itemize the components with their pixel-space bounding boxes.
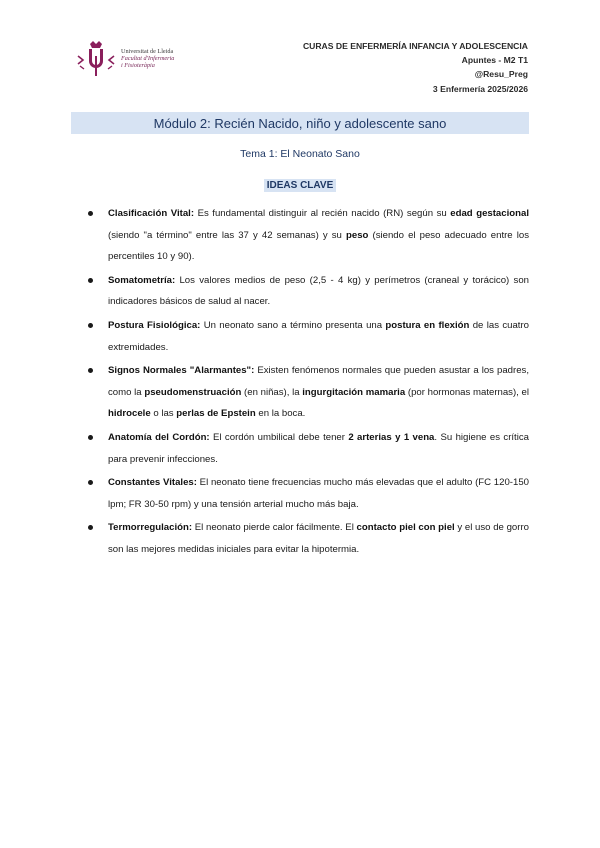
bullet-text: . Su higiene es crítica para prevenir infecciones. — [108, 431, 529, 465]
bullet-text: (por hormonas maternas), el — [405, 386, 530, 398]
bullet-text: (siendo el peso adecuado entre los percentiles 10 y 90). — [108, 229, 529, 263]
bullet-bold-text: Termorregulación: — [108, 522, 193, 534]
logo-line-2: Facultat d'Infermeria — [121, 55, 175, 62]
bullet-text: Un neonato sano a término presenta una — [200, 319, 386, 331]
bullet-bold-text: hidrocele — [108, 408, 151, 420]
bullet-bold-text: Constantes Vitales: — [108, 477, 197, 489]
bullet-item — [86, 315, 529, 358]
bullet-bold-text: postura en flexión — [385, 319, 470, 331]
course-title: CURAS DE ENFERMERÍA INFANCIA Y ADOLESCENCIA — [302, 41, 528, 51]
bullet-dot-icon — [88, 435, 93, 440]
bullet-text: Es fundamental distinguir al recién nacido (RN) según su — [194, 208, 451, 219]
bullet-dot-icon — [88, 525, 93, 530]
bullet-bold-text: Anatomía del Cordón: — [108, 431, 210, 443]
bullet-text: (en niñas), la — [241, 386, 303, 398]
bullet-text: o las — [150, 408, 177, 420]
bullet-bold-text: 2 arterias y 1 vena — [348, 431, 435, 443]
bullet-bold-text: contacto piel con piel — [356, 522, 455, 534]
bullet-bold-text: Postura Fisiológica: — [108, 319, 201, 331]
bullet-text: (siendo "a término" entre las 37 y 42 semanas) y su — [108, 229, 346, 241]
author-handle: @Resu_Preg — [474, 69, 528, 80]
bullet-bold-text: Clasificación Vital: — [108, 208, 195, 219]
bullet-text: de las cuatro extremidades. — [108, 319, 529, 353]
bullet-dot-icon — [88, 323, 93, 328]
bullet-bold-text: perlas de Epstein — [176, 408, 256, 420]
bullet-bold-text: Signos Normales "Alarmantes": — [108, 365, 255, 377]
key-ideas-list — [86, 203, 529, 563]
bullet-dot-icon — [88, 368, 93, 373]
logo-line-1: Universitat de Lleida — [121, 48, 174, 55]
bullet-dot-icon — [88, 480, 93, 485]
document-header-info — [303, 39, 528, 96]
bullet-text: y el uso de gorro son las mejores medidas iniciales para evitar la hipotermia. — [108, 522, 529, 555]
bullet-item — [86, 427, 529, 470]
logo-text — [121, 48, 174, 69]
bullet-item — [86, 270, 529, 313]
topic-title: Tema 1: El Neonato Sano — [240, 148, 360, 160]
bullet-text: Existen fenómenos normales que pueden asustar a los padres, como la — [108, 365, 529, 398]
bullet-dot-icon — [88, 211, 93, 216]
academic-year: 3 Enfermería 2025/2026 — [432, 83, 528, 94]
bullet-text: Los valores medios de peso (2,5 - 4 kg) y perímetros (craneal y torácico) son indicadores básicos de salud al nacer. — [108, 274, 529, 308]
logo-line-3: i Fisioteràpia — [121, 62, 155, 69]
bullet-bold-text: peso — [346, 229, 369, 241]
notes-code: Apuntes - M2 T1 — [461, 55, 528, 66]
bullet-bold-text: pseudomenstruación — [144, 386, 242, 398]
bullet-text: El cordón umbilical debe tener — [209, 431, 349, 443]
bullet-text: El neonato tiene frecuencias mucho más elevadas que el adulto (FC 120-150 lpm; FR 30-50 rpm) y una tensión arterial mucho más baja. — [108, 477, 530, 510]
bullet-bold-text: edad gestacional — [450, 208, 529, 219]
bullet-bold-text: Somatometría: — [108, 274, 176, 286]
bullet-text: El neonato pierde calor fácilmente. El — [192, 522, 357, 534]
university-crest-icon — [74, 40, 118, 80]
bullet-item — [86, 203, 529, 268]
section-heading-label: IDEAS CLAVE — [264, 179, 337, 192]
bullet-bold-text: ingurgitación mamaria — [302, 386, 406, 398]
university-logo — [74, 40, 194, 80]
bullet-item — [86, 360, 529, 425]
bullet-item — [86, 517, 529, 560]
module-title: Módulo 2: Recién Nacido, niño y adolescente sano — [71, 112, 529, 134]
bullet-item — [86, 472, 529, 515]
section-heading — [0, 180, 600, 191]
bullet-text: en la boca. — [255, 408, 306, 420]
bullet-dot-icon — [88, 278, 93, 283]
